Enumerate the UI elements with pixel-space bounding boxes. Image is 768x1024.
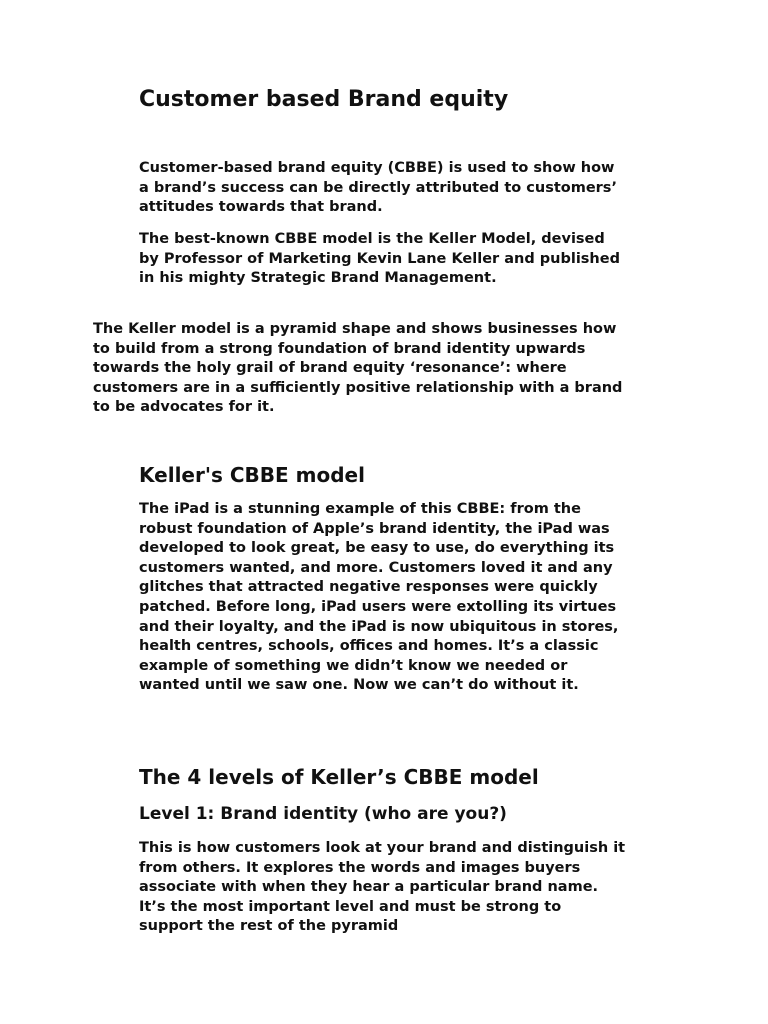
intro-paragraph-3: The Keller model is a pyramid shape and shows businesses how to build from a strong foundation of brand identity upwards towards the holy grail of brand equity ‘resonance’: where customers are in a sufficiently positive relationship with a brand to be advocates for it.	[93, 321, 623, 416]
intro-paragraph-1: Customer-based brand equity (CBBE) is used to show how a brand’s success can be directly attributed to customers’ attitudes towards that brand.	[139, 160, 617, 216]
section-paragraph-level-1: This is how customers look at your brand and distinguish it from others. It explores the words and images buyers associate with when they hear a particular brand name. It’s the most important level and must be strong to support the rest of the pyramid	[139, 840, 626, 935]
section-heading-kellers-cbbe-model: Keller's CBBE model	[139, 463, 365, 487]
subheading-level-1: Level 1: Brand identity (who are you?)	[139, 804, 507, 824]
section-heading-4-levels: The 4 levels of Keller’s CBBE model	[139, 765, 539, 789]
page-title: Customer based Brand equity	[139, 87, 509, 112]
intro-paragraph-2: The best-known CBBE model is the Keller Model, devised by Professor of Marketing Kevin Lane Keller and published in his mighty Strategic Brand Management.	[139, 231, 620, 287]
section-paragraph-ipad-example: The iPad is a stunning example of this CBBE: from the robust foundation of Apple’s brand identity, the iPad was developed to look great, be easy to use, do everything its customers wanted, and more. Customers loved it and any glitches that attracted negative responses were quickly patched. Before long, iPad users were extolling its virtues and their loyalty, and the iPad is now ubiquitous in stores, health centres, schools, offices and homes. It’s a classic example of something we didn’t know we needed or wanted until we saw one. Now we can’t do without it.	[139, 501, 619, 694]
